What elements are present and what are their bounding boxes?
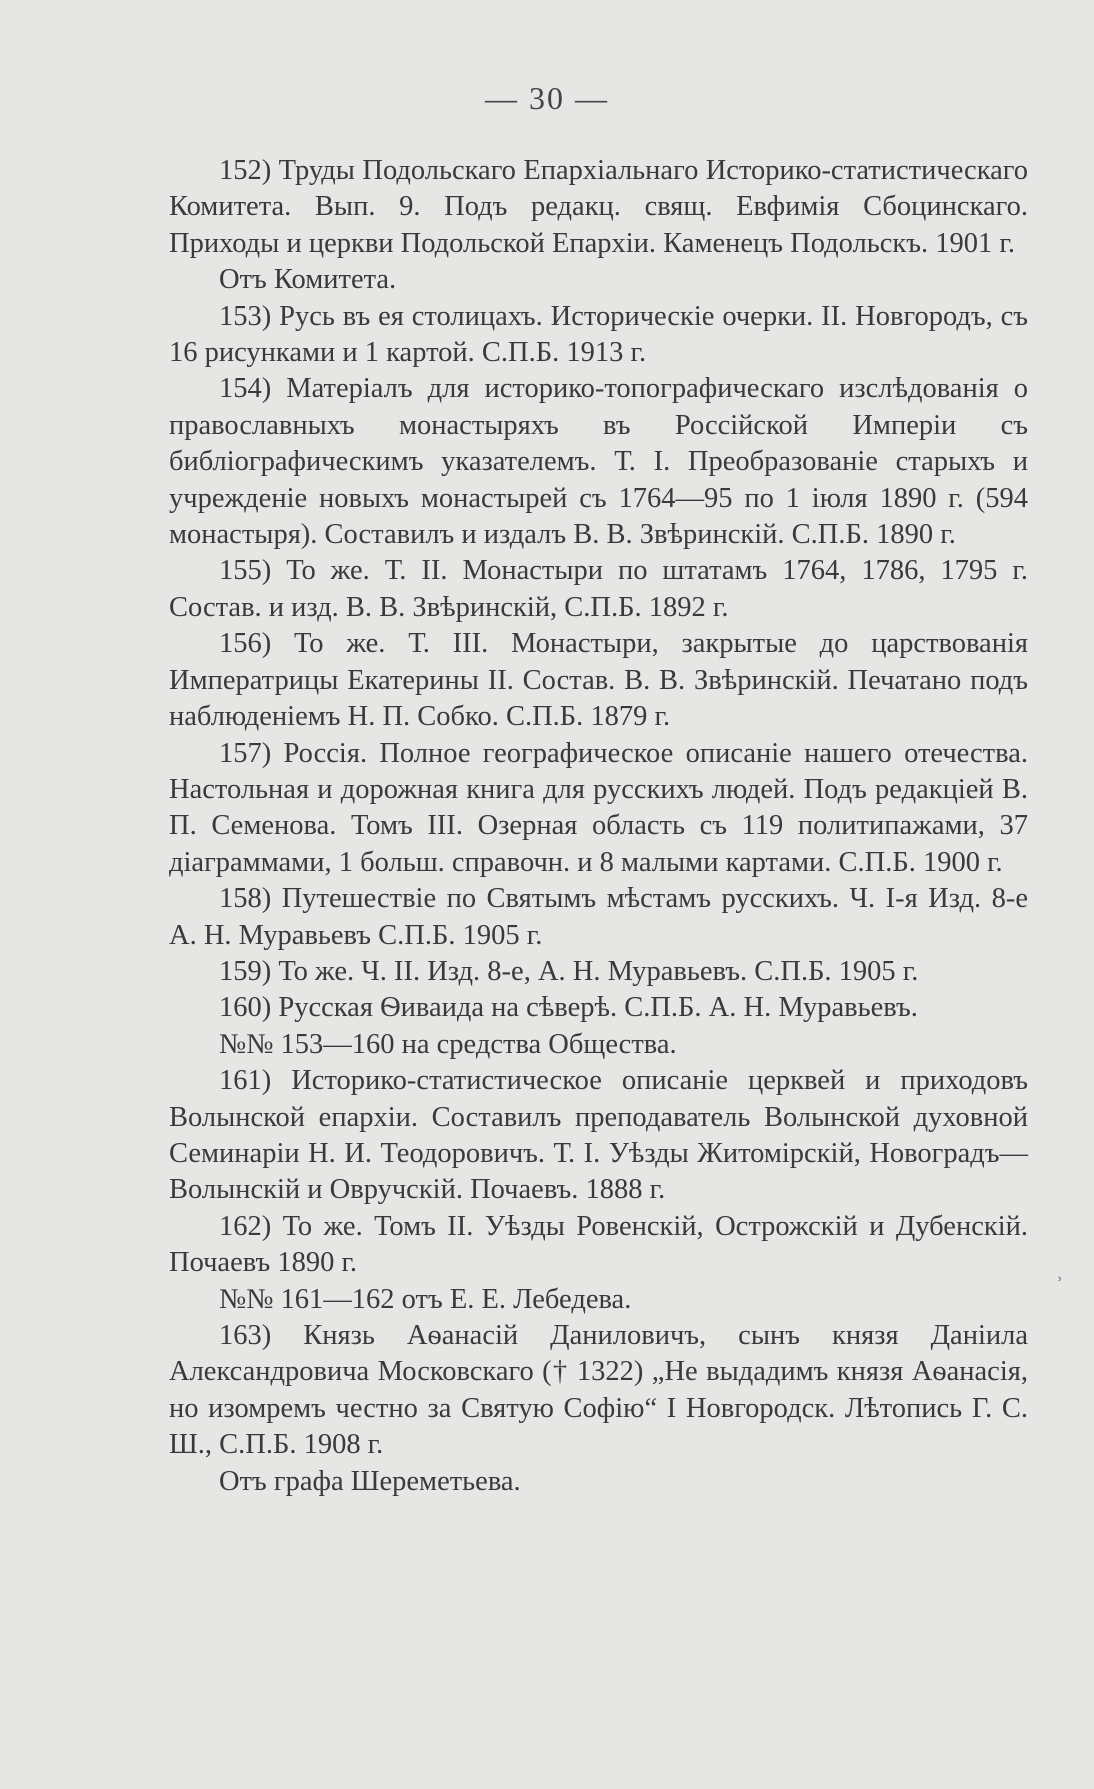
source-note-153-160: №№ 153—160 на средства Общества. [219, 1028, 677, 1060]
margin-ink-mark: ˒ [1056, 1262, 1064, 1287]
source-note-161-162: №№ 161—162 отъ Е. Е. Лебедева. [219, 1283, 632, 1315]
entry-155: 155) То же. Т. II. Монастыри по штатамъ 1764, 1786, 1795 г. Состав. и изд. В. В. Звѣринскій, С.П.Б. 1892 г. [169, 555, 1028, 623]
entry-156: 156) То же. Т. III. Монастыри, закрытые до царствованія Императрицы Екатерины II. Состав. В. В. Звѣринскій. Печатано подъ наблюденіемъ Н. П. Собко. С.П.Б. 1879 г. [169, 628, 1028, 733]
page-content [169, 153, 1028, 1500]
source-note-163: Отъ графа Шереметьева. [219, 1465, 521, 1497]
entry-159: 159) То же. Ч. II. Изд. 8-е, А. Н. Муравьевъ. С.П.Б. 1905 г. [219, 955, 919, 987]
entry-160: 160) Русская Ѳиваида на сѣверѣ. С.П.Б. А. Н. Муравьевъ. [219, 992, 918, 1024]
entry-163: 163) Князь Аѳанасій Даниловичъ, сынъ князя Даніила Александровича Московскаго († 1322) „Не выдадимъ князя Аѳанасія, но изомремъ честно за Святую Софію“ I Новгородск. Лѣтопись Г. С. Ш., С.П.Б. 1908 г. [169, 1320, 1028, 1461]
entry-157: 157) Россія. Полное географическое описаніе нашего отечества. Настольная и дорожная книга для русскихъ людей. Подъ редакціей В. П. Семенова. Томъ III. Озерная область съ 119 политипажами, 37 діаграммами, 1 больш. справочн. и 8 малыми картами. С.П.Б. 1900 г. [169, 737, 1028, 878]
entry-152: 152) Труды Подольскаго Епархіальнаго Историко-статистическаго Комитета. Вып. 9. Подъ редакц. свящ. Евфимія Сбоцинскаго. Приходы и церкви Подольской Епархіи. Каменецъ Подольскъ. 1901 г. [169, 155, 1028, 259]
source-note-152: Отъ Комитета. [219, 264, 397, 296]
entry-154: 154) Матеріалъ для историко-топографическаго изслѣдованія о православныхъ монастыряхъ въ Россійской Имперіи съ библіографическимъ указателемъ. Т. I. Преобразованіе старыхъ и учрежденіе новыхъ монастырей съ 1764—95 по 1 іюля 1890 г. (594 монастыря). Составилъ и издалъ В. В. Звѣринскій. С.П.Б. 1890 г. [169, 373, 1028, 551]
page-number: — 30 — [485, 80, 609, 116]
entry-162: 162) То же. Томъ II. Уѣзды Ровенскій, Острожскій и Дубенскій. Почаевъ 1890 г. [169, 1210, 1028, 1279]
entry-153: 153) Русь въ ея столицахъ. Историческіе очерки. II. Новгородъ, съ 16 рисунками и 1 картой. С.П.Б. 1913 г. [169, 300, 1028, 369]
entry-161: 161) Историко-статистическое описаніе церквей и приходовъ Волынской епархіи. Составилъ преподаватель Волынской духовной Семинаріи Н. И. Теодоровичъ. Т. I. Уѣзды Житомірскій, Новоградъ—Волынскій и Овручскій. Почаевъ. 1888 г. [169, 1065, 1028, 1206]
entry-158: 158) Путешествіе по Святымъ мѣстамъ русскихъ. Ч. I-я Изд. 8-е А. Н. Муравьевъ С.П.Б. 1905 г. [169, 883, 1028, 951]
